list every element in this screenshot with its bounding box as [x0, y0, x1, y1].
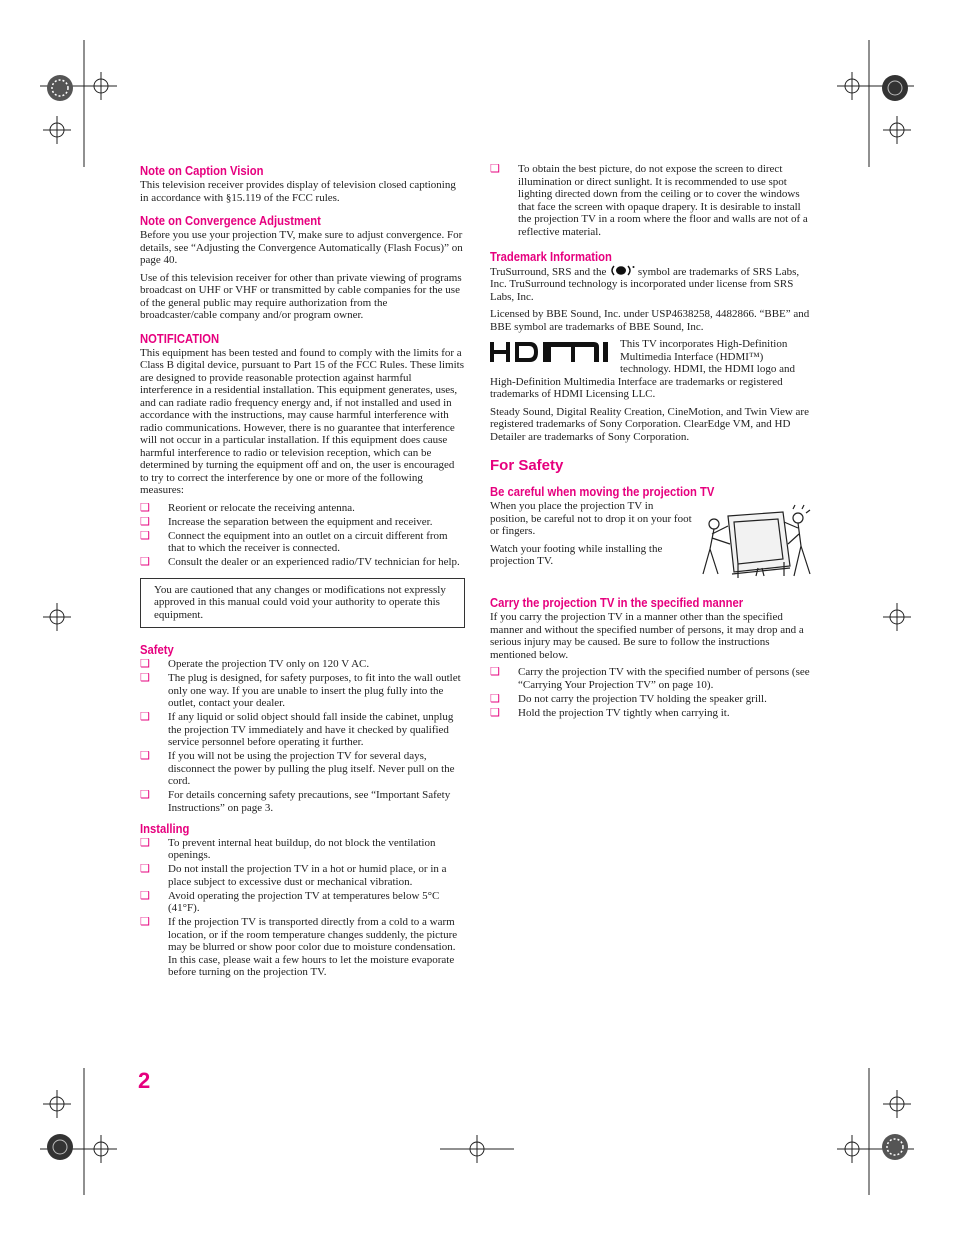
hdmi-trademark-text: This TV incorporates High-Definition Multimedia Interface (HDMI™) technology. HDMI, the HDMI logo and High-Definition Multimedia Interface are trademarks or registered trademarks of HDMI Licensing LLC. — [490, 338, 795, 400]
list-item: ❑ To prevent internal heat buildup, do not block the ventilation openings. — [140, 836, 436, 861]
picture-tip-list — [490, 163, 813, 238]
page-number: 2 — [138, 1068, 151, 1093]
checkbox-square-icon: ❑ — [140, 529, 150, 542]
checkbox-square-icon: ❑ — [140, 658, 150, 670]
caution-text: You are cautioned that any changes or modifications not expressly approved in this manual could void your authority to operate this equipment. — [154, 583, 446, 621]
list-item: ❑ Connect the equipment into an outlet on a circuit different from that to which the receiver is connected. — [140, 529, 448, 554]
bbe-trademark-text: Licensed by BBE Sound, Inc. under USP4638258, 4482866. “BBE” and BBE symbol are trademarks of BBE Sound, Inc. — [490, 308, 810, 333]
checkbox-square-icon: ❑ — [140, 501, 150, 514]
checkbox-square-icon: ❑ — [140, 789, 150, 801]
notification-heading: NOTIFICATION — [140, 331, 220, 346]
carry-text: If you carry the projection TV in a manner other than the specified manner and without the specified number of persons, it may drop and a serious injury may be caused. Be sure to follow the instructions mentioned below. — [490, 611, 804, 661]
checkbox-square-icon: ❑ — [140, 556, 150, 568]
caption-heading: Note on Caption Vision — [140, 164, 264, 178]
moving-text-2: Watch your footing while installing the projection TV. — [490, 542, 663, 567]
list-item: ❑ Reorient or relocate the receiving antenna. — [140, 501, 355, 514]
list-item: ❑ Consult the dealer or an experienced radio/TV technician for help. — [140, 556, 460, 568]
hdmi-block — [490, 338, 813, 401]
list-item: ❑ If the projection TV is transported directly from a cold to a warm location, or if the room temperature changes suddenly, the picture may be blurred or show poor color due to moisture condensation. In this case, please wait a few hours to let the moisture evaporate before turning on the projection TV. — [140, 916, 458, 978]
list-item: ❑ Hold the projection TV tightly when carrying it. — [490, 706, 730, 719]
safety-list — [140, 658, 465, 814]
viewing-text: Use of this television receiver for other than private viewing of programs broadcast on UHF or VHF or transmitted by cable companies for the use of the general public may require authorization from the broadcaster/cable company and/or program owner. — [140, 271, 462, 321]
list-item: ❑ Operate the projection TV only on 120 V AC. — [140, 658, 370, 670]
checkbox-square-icon: ❑ — [140, 863, 150, 875]
list-item: ❑ Carry the projection TV with the specified number of persons (see “Carrying Your Projection TV” on page 10). — [490, 666, 810, 691]
installing-list — [140, 837, 465, 979]
checkbox-square-icon: ❑ — [140, 515, 150, 528]
checkbox-square-icon: ❑ — [490, 706, 500, 719]
checkbox-square-icon: ❑ — [140, 711, 150, 723]
safety-heading: Safety — [140, 643, 174, 657]
checkbox-square-icon: ❑ — [490, 666, 500, 678]
interference-list — [140, 502, 465, 569]
checkbox-square-icon: ❑ — [140, 916, 150, 928]
checkbox-square-icon: ❑ — [140, 889, 150, 902]
list-item: ❑ Increase the separation between the equipment and receiver. — [140, 515, 433, 528]
people-moving-tv-illustration — [698, 504, 813, 582]
installing-heading: Installing — [140, 821, 190, 836]
srs-trademark-text: TruSurround, SRS and the symbol are trademarks of SRS Labs, Inc. TruSurround technology is incorporated under license from SRS Labs, Inc. — [490, 265, 800, 303]
carry-list — [490, 666, 813, 719]
list-item: ❑ Do not install the projection TV in a hot or humid place, or in a place subject to excessive dust or mechanical vibration. — [140, 863, 447, 888]
list-item: ❑ The plug is designed, for safety purposes, to fit into the wall outlet only one way. If you are unable to insert the plug fully into the outlet, contact your dealer. — [140, 672, 461, 709]
list-item: ❑ For details concerning safety precautions, see “Important Safety Instructions” on page 3. — [140, 789, 451, 814]
right-column — [490, 163, 813, 721]
list-item: ❑ Avoid operating the projection TV at temperatures below 5°C (41°F). — [140, 889, 440, 914]
carry-heading: Carry the projection TV in the specified manner — [490, 596, 744, 610]
sony-trademark-text: Steady Sound, Digital Reality Creation, CineMotion, and Twin View are registered trademarks of Sony Corporation. ClearEdge VM, and HD Detailer are trademarks of Sony Corporation. — [490, 405, 809, 443]
caption-text: This television receiver provides display of television closed captioning in accordance with §15.119 of the FCC rules. — [140, 179, 456, 204]
list-item: ❑ If any liquid or solid object should fall inside the cabinet, unplug the projection TV immediately and have it checked by qualified service personnel before operating it further. — [140, 711, 454, 748]
srs-logo-icon — [609, 265, 635, 276]
trademark-heading: Trademark Information — [490, 249, 612, 264]
convergence-heading: Note on Convergence Adjustment — [140, 214, 321, 228]
moving-text-1: When you place the projection TV in position, be careful not to drop it on your foot or fingers. — [490, 500, 692, 537]
moving-heading: Be careful when moving the projection TV — [490, 485, 715, 499]
for-safety-heading: For Safety — [490, 457, 564, 474]
checkbox-square-icon: ❑ — [490, 692, 500, 705]
list-item: ❑ Do not carry the projection TV holding the speaker grill. — [490, 692, 767, 705]
checkbox-square-icon: ❑ — [490, 163, 500, 175]
checkbox-square-icon: ❑ — [140, 750, 150, 762]
caution-notice-box — [140, 578, 465, 629]
hdmi-logo — [490, 340, 610, 364]
checkbox-square-icon: ❑ — [140, 836, 150, 849]
checkbox-square-icon: ❑ — [140, 672, 150, 684]
left-column — [140, 163, 465, 980]
list-item: ❑ If you will not be using the projection TV for several days, disconnect the power by pulling the plug itself. Never pull on the cord. — [140, 750, 455, 787]
convergence-text: Before you use your projection TV, make sure to adjust convergence. For details, see “Adjusting the Convergence Automatically (Flash Focus)” on page 40. — [140, 229, 463, 266]
list-item: ❑ To obtain the best picture, do not expose the screen to direct illumination or direct sunlight. It is recommended to use spot lighting directed down from the ceiling or to cover the windows that face the screen with opaque drapery. It is desirable to install the projection TV in a room where the floor and walls are not of a reflective material. — [490, 163, 808, 238]
notification-text: This equipment has been tested and found to comply with the limits for a Class B digital device, pursuant to Part 15 of the FCC Rules. These limits are designed to provide reasonable protection against harmful interference in a residential installation. This equipment generates, uses, and can radiate radio frequency energy and, if not installed and used in accordance with the instructions, may cause harmful interference with radio communications. However, there is no guarantee that interference will not occur in a particular installation. If this equipment does cause harmful interference to radio or television reception, which can be determined by turning the equipment off and on, the user is encouraged to try to correct the interference by one or more of the following measures: — [140, 346, 464, 496]
